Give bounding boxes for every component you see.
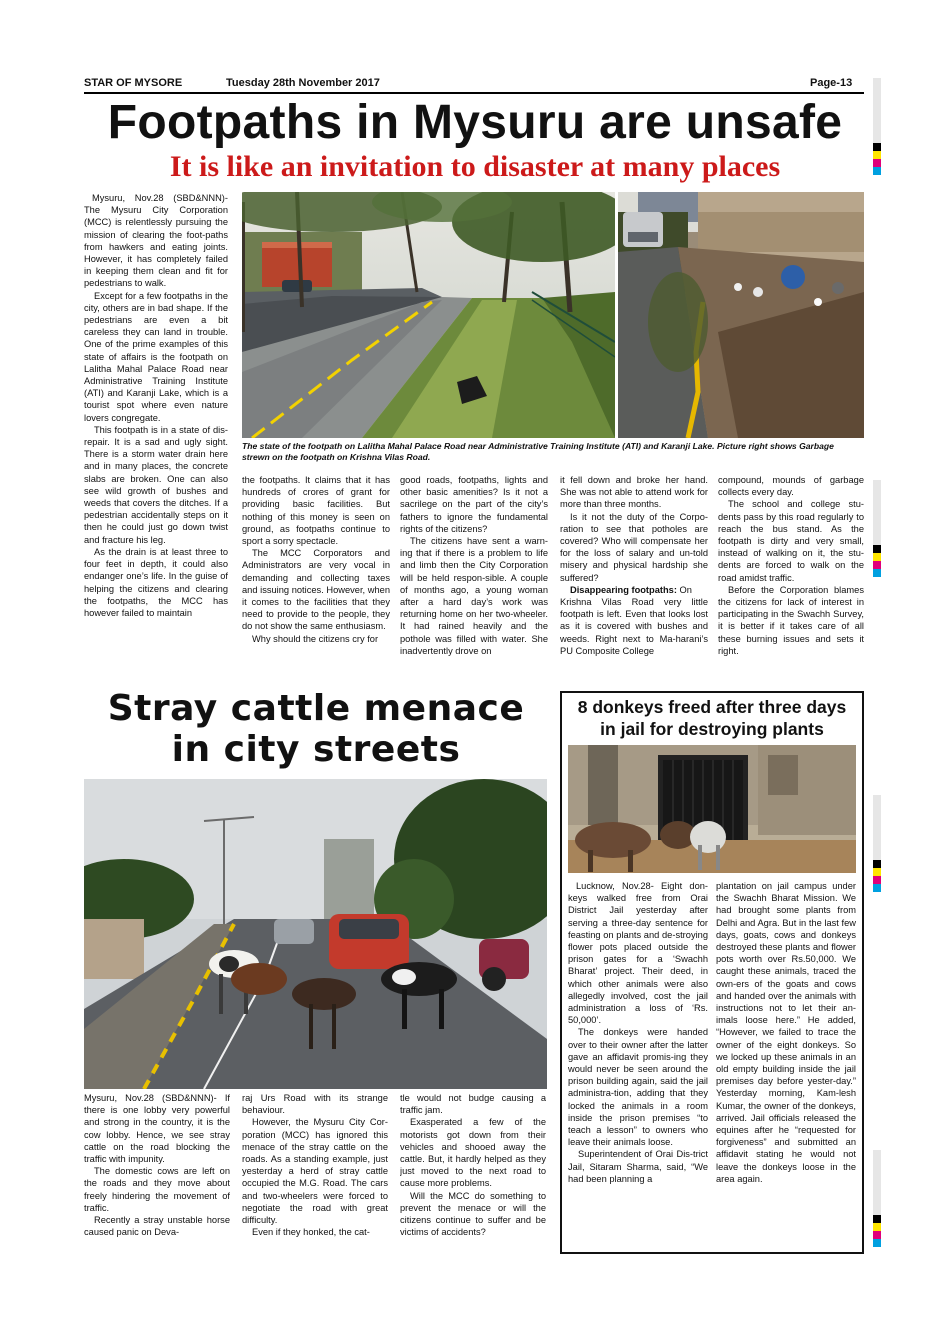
paragraph: Except for a few footpaths in the city, others are in bad shape. If the pedestrians are even a bit careless they can land in trouble. One of the prime examples of this state of affairs is the footpath on Lalitha Mahal Palace Road near Administrative Training Institute (ATI) and Karanji Lake, which is a tourist spot where even nature lovers congregate.	[84, 290, 228, 423]
paragraph: Why should the citizens cry for	[252, 633, 379, 644]
paragraph: compound, mounds of garbage collects every day.	[718, 475, 864, 498]
paragraph: tle would not budge causing a traffic jam.	[400, 1093, 546, 1116]
donkeys-photo-image	[568, 745, 856, 873]
paragraph: Superintendent of Orai Dis-trict Jail, Sitaram Sharma, said, “We had been planning a	[568, 1149, 708, 1184]
registration-marks-4	[873, 1150, 881, 1247]
paragraph: Lucknow, Nov.28- Eight don-keys walked free from Orai District Jail yesterday after serving a three-day sentence for feasting on plants and de-stroying flower pots placed outside the prison gates for a ‘Swachh Bharat’ project. Their deed, in which other animals were also allegedly involved, cost the jail administration a loss of ‘Rs. 50,000’.	[568, 881, 708, 1026]
story1-column-2	[242, 474, 390, 680]
story3-column-1	[568, 880, 708, 1250]
story1-headline: Footpaths in Mysuru are unsafe	[107, 96, 843, 149]
paragraph: The MCC Corporators and Administrators are very vocal in demanding and collecting taxes and issuing notices. However, when it comes to the facilities that they need to provide to the people, they do not show the same enthusiasm.	[242, 548, 390, 632]
paragraph: The donkeys were handed over to their owner after the latter gave an affidavit promis-ing they would never be seen around the prison building again, said the jail administra-tion, adding that they locked the animals in a room inside the prison premises “to teach a lesson” to owners who leave their animals loose.	[568, 1027, 708, 1148]
paragraph: Before the Corporation blames the citizens for lack of interest in participating in the Swachh Survey, it is better if it takes care of all these burning issues and sets it right.	[718, 584, 864, 656]
story3-headline-line2: in jail for destroying plants	[600, 719, 824, 739]
paragraph: However, the Mysuru City Cor-poration (MCC) has ignored this menace of the stray cattle on the roads. As a standing example, just yesterday a herd of stray cattle occupied the M.G. Road. The cars and two-wheelers were forced to negotiate the road with great difficulty.	[242, 1117, 388, 1226]
story1-column-1	[84, 192, 228, 678]
story2-column-1	[84, 1092, 230, 1292]
story2-column-3	[400, 1092, 546, 1292]
paragraph: raj Urs Road with its strange behaviour.	[242, 1093, 388, 1116]
garbage-photo-image	[618, 192, 864, 438]
story1-column-4	[560, 474, 708, 680]
paragraph: The citizens have sent a warn-ing that if there is a problem to life and limb then the City Corporation will be held respon-sible. A couple of months ago, a young woman after a hard day’s work was returning home on her two-wheeler. It had rained heavily and the pothole was filled with water. She inadvertently drove on	[400, 536, 548, 656]
paragraph: Even if they honked, the cat-	[252, 1227, 370, 1238]
paragraph: it fell down and broke her hand. She was not able to attend work for more than three months.	[560, 475, 708, 510]
story1-subhead: It is like an invitation to disaster at many places	[169, 150, 781, 183]
paragraph: good roads, footpaths, lights and other basic amenities? Is it not a sacrilege on the part of the city’s fathers to ignore the fundamental rights of the citizens?	[400, 475, 548, 534]
paragraph: Exasperated a few of the motorists got down from their vehicles and shooed away the cattle. But, it hardly helped as they just moved to the next road to cause more problems.	[400, 1117, 546, 1189]
paragraph	[560, 584, 708, 596]
masthead-date: Tuesday 28th November 2017	[226, 77, 380, 89]
registration-marks-2	[873, 480, 881, 577]
paragraph: The domestic cows are left on the roads and they move about freely hindering the movement of traffic.	[84, 1166, 230, 1213]
paragraph: As the drain is at least three to four feet in depth, it could also endanger one’s life. In the guise of helping the citizens and clearing the footpaths, the MCC has however failed to maintain	[84, 546, 228, 618]
registration-marks-1	[873, 78, 881, 175]
paragraph: Mysuru, Nov.28 (SBD&NNN)- The Mysuru City Corporation (MCC) is relentlessly pursuing the mission of clearing the foot-paths from hawkers and eating joints. However, it has completely failed in keeping them clean and fit for pedestrians to walk.	[84, 193, 228, 289]
story3-headline	[563, 696, 861, 740]
paragraph: the footpaths. It claims that it has hundreds of crores of grant for providing basic facilities. But nothing of this money is seen on ground, as footpaths continue to sport a sorry spectacle.	[242, 475, 390, 547]
crosshead: Disappearing footpaths:	[570, 584, 677, 595]
cattle-photo-image	[84, 779, 547, 1089]
paragraph: Recently a stray unstable horse caused panic on Deva-	[84, 1215, 230, 1238]
donkeys-photo	[568, 745, 856, 873]
footpath-photo-image	[242, 192, 615, 438]
page-number: Page-13	[810, 77, 853, 89]
story1-photo-caption: The state of the footpath on Lalitha Mahal Palace Road near Administrative Training Institute (ATI) and Karanji Lake. Picture right shows Garbage strewn on the footpath on Krishna Vilas Road.	[242, 441, 834, 462]
paragraph: Mysuru, Nov.28 (SBD&NNN)- If there is one lobby very powerful and strong in the country, it is the cow lobby. Hence, we see stray cattle on the road blocking the traffic with impunity.	[84, 1093, 230, 1165]
story2-headline	[84, 688, 548, 770]
paragraph: The school and college stu-dents pass by this road regularly to reach the bus stand. As the footpath is dirty and very small, instead of walking on it, the stu-dents are forced to walk on the road amidst traffic.	[718, 499, 864, 583]
story3-headline-line1: 8 donkeys freed after three days	[577, 697, 847, 717]
paragraph: Krishna Vilas Road very little footpath is left. Even that looks lost as it is covered with bushes and weeds. Right next to Ma-harani’s PU Composite College	[560, 597, 708, 656]
paragraph: Will the MCC do something to prevent the menace or will the citizens continue to suffer and be victims of accidents?	[400, 1190, 546, 1238]
story1-column-5	[718, 474, 864, 680]
registration-marks-3	[873, 795, 881, 892]
footpath-photo	[242, 192, 615, 438]
story3-column-2	[716, 880, 856, 1250]
paragraph: Is it not the duty of the Corpo-ration to see that potholes are covered? Who will compensate her for the loss of salary and un-told misery and physical hardship she suffered?	[560, 511, 708, 583]
cattle-photo	[84, 779, 547, 1089]
paragraph: plantation on jail campus under the Swachh Bharat Mission. We had brought some plants from Delhi and Agra. But in the last few days, goats, cows and donkeys destroyed these plants and flower pots worth over Rs.50,000. We caught these animals, traced the own-ers of the goats and cows and handed over the animals with instructions not to let their an-imals loose here.” He added, “However, we failed to trace the owner of the eight donkeys. So we locked up these animals in an old empty building inside the jail premises day before yester-day.” Yesterday morning, Kam-lesh Kumar, the owner of the donkeys, arrived. Jail officials released the equines after he “requested for forgiveness” and submitted an affidavit stating he would not leave the donkeys loose in the area again.	[716, 881, 856, 1184]
story1-column-3	[400, 474, 548, 680]
story2-headline-line1: Stray cattle menace	[107, 688, 525, 729]
crosshead-lead: On	[676, 584, 692, 595]
garbage-photo	[618, 192, 864, 438]
story2-headline-line2: in city streets	[171, 729, 461, 770]
story2-column-2	[242, 1092, 388, 1292]
paragraph: This footpath is in a state of dis-repair. It is a sad and ugly sight. There is a storm water drain here and in many places, the concrete slabs are broken. One can also see wild growth of bushes and weeds that covers the ditches. If a pedestrian accidentally steps on it then he could just go down twist and fracture his leg.	[84, 424, 228, 545]
masthead-paper-name: STAR OF MYSORE	[84, 77, 183, 89]
